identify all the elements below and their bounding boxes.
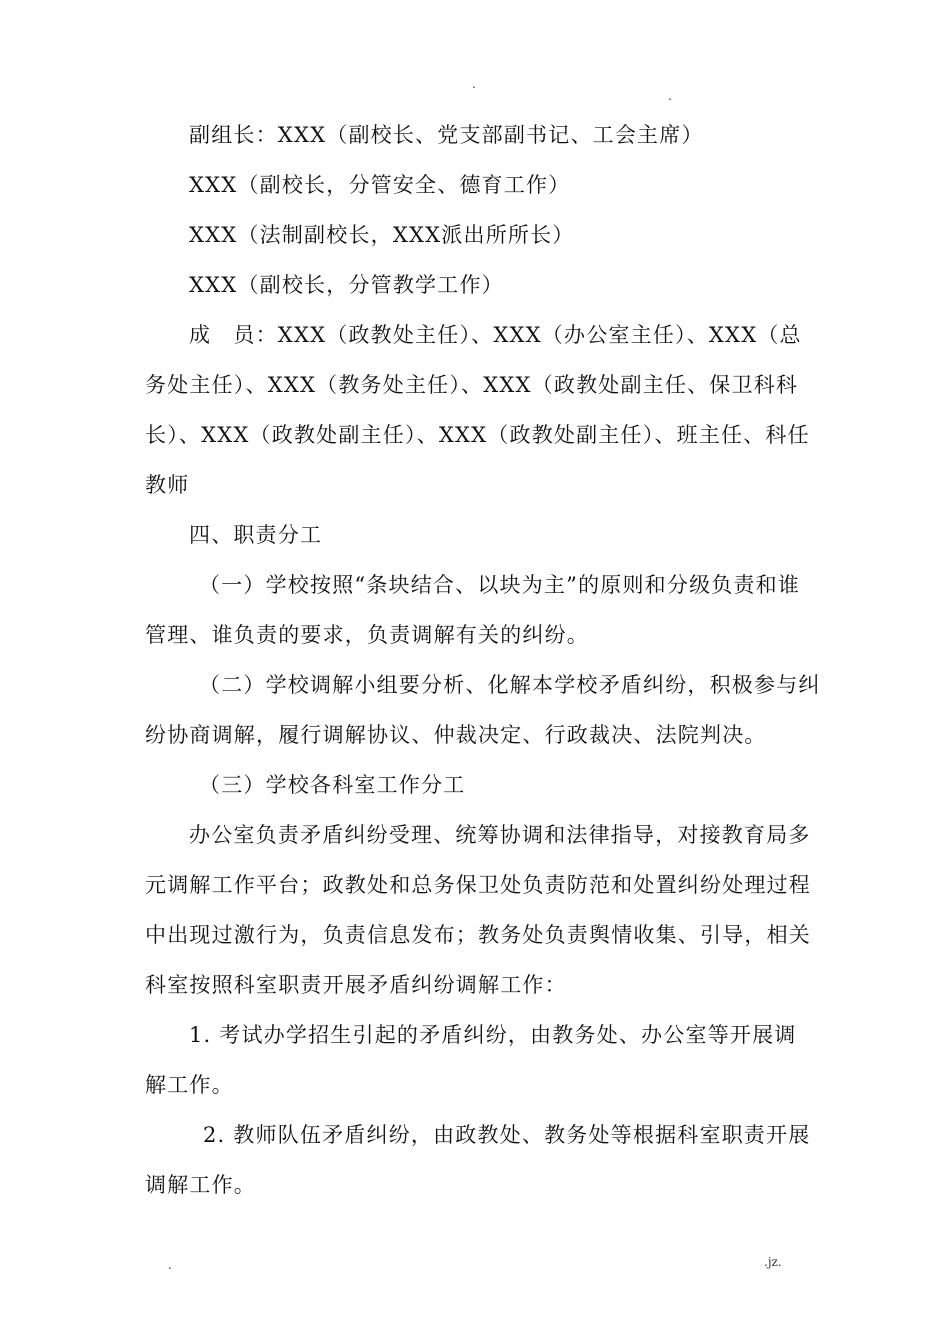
members-line-4: 教师 xyxy=(145,473,190,497)
members-line-3: 长）、XXX（政教处副主任）、XXX（政教处副主任）、班主任、科任 xyxy=(145,423,810,447)
vice-leader-line-2: XXX（副校长，分管安全、德育工作） xyxy=(189,173,571,197)
paragraph-1-line-1: （一）学校按照“条块结合、以块为主”的原则和分级负责和谁 xyxy=(199,573,801,597)
header-dot-left: . xyxy=(472,77,476,91)
list-item-2-line-2: 调解工作。 xyxy=(145,1173,256,1197)
list-item-2-line-1: 2. 教师队伍矛盾纠纷，由政教处、教务处等根据科室职责开展 xyxy=(203,1123,811,1147)
paragraph-2-line-1: （二）学校调解小组要分析、化解本学校矛盾纠纷，积极参与纠 xyxy=(199,673,821,697)
members-line-1: 成 员：XXX（政教处主任）、XXX（办公室主任）、XXX（总 xyxy=(189,323,802,347)
paragraph-3-heading: （三）学校各科室工作分工 xyxy=(199,773,466,797)
vice-leader-line-3: XXX（法制副校长，XXX派出所所长） xyxy=(189,223,575,247)
list-item-1-line-2: 解工作。 xyxy=(145,1073,234,1097)
paragraph-4-line-4: 科室按照科室职责开展矛盾纠纷调解工作： xyxy=(145,973,567,997)
paragraph-4-line-1: 办公室负责矛盾纠纷受理、统筹协调和法律指导，对接教育局多 xyxy=(189,823,811,847)
document-body xyxy=(145,110,821,1210)
vice-leader-line: 副组长：XXX（副校长、党支部副书记、工会主席） xyxy=(189,123,704,147)
vice-leader-line-4: XXX（副校长，分管教学工作） xyxy=(189,273,504,297)
header-dot-right: . xyxy=(668,89,672,103)
members-line-2: 务处主任）、XXX（教务处主任）、XXX（政教处副主任、保卫科科 xyxy=(145,373,799,397)
list-item-1-line-1: 1. 考试办学招生引起的矛盾纠纷，由教务处、办公室等开展调 xyxy=(189,1023,797,1047)
footer-dot: . xyxy=(168,1258,172,1272)
paragraph-4-line-2: 元调解工作平台；政教处和总务保卫处负责防范和处置纠纷处理过程 xyxy=(145,873,811,897)
paragraph-1-line-2: 管理、谁负责的要求，负责调解有关的纠纷。 xyxy=(145,623,589,647)
footer-mark: .jz. xyxy=(764,1255,782,1269)
section-heading: 四、职责分工 xyxy=(189,523,323,547)
paragraph-2-line-2: 纷协商调解，履行调解协议、仲裁决定、行政裁决、法院判决。 xyxy=(145,723,767,747)
paragraph-4-line-3: 中出现过激行为，负责信息发布；教务处负责舆情收集、引导，相关 xyxy=(145,923,811,947)
